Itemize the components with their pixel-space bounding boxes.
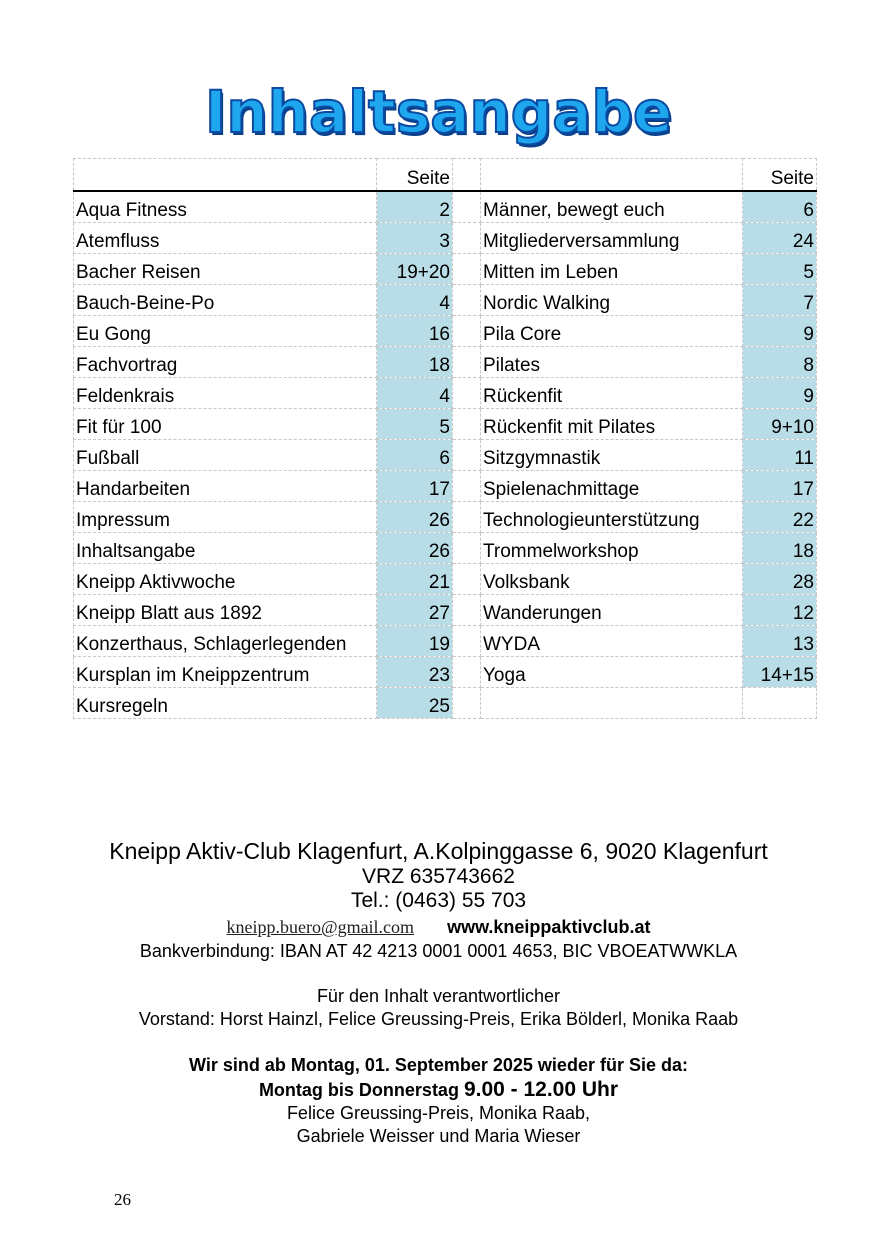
toc-row [74, 533, 817, 564]
staff-names-2: Gabriele Weisser und Maria Wieser [296, 1126, 581, 1146]
toc-gap [453, 626, 481, 657]
toc-entry-page: 5 [377, 409, 453, 440]
opening-hours [0, 1078, 877, 1102]
toc-gap [453, 285, 481, 316]
toc-body [74, 159, 817, 719]
toc-entry-name: Pila Core [481, 316, 743, 347]
toc-entry-page: 18 [743, 533, 817, 564]
toc-entry-page: 11 [743, 440, 817, 471]
toc-gap [453, 316, 481, 347]
toc-entry-name: Volksbank [481, 564, 743, 595]
toc-entry-name: Impressum [74, 502, 377, 533]
toc-entry-name: Inhaltsangabe [74, 533, 377, 564]
toc-entry-name: Wanderungen [481, 595, 743, 626]
toc-entry-page: 4 [377, 285, 453, 316]
toc-entry-name: Kursplan im Kneippzentrum [74, 657, 377, 688]
toc-gap [453, 254, 481, 285]
toc-empty-cell [481, 688, 743, 719]
vrz-number: VRZ 635743662 [362, 865, 515, 888]
page-number: 26 [114, 1190, 131, 1209]
toc-gap [453, 223, 481, 254]
toc-row [74, 502, 817, 533]
toc-entry-name: Technologieunterstützung [481, 502, 743, 533]
toc-entry-page: 8 [743, 347, 817, 378]
phone-number: Tel.: (0463) 55 703 [350, 889, 527, 912]
toc-row [74, 626, 817, 657]
toc-entry-page: 19 [377, 626, 453, 657]
toc-gap [453, 657, 481, 688]
toc-row [74, 564, 817, 595]
table-of-contents [73, 158, 817, 719]
toc-entry-page: 17 [377, 471, 453, 502]
toc-entry-name: Mitten im Leben [481, 254, 743, 285]
toc-entry-page: 24 [743, 223, 817, 254]
opening-notice: Wir sind ab Montag, 01. September 2025 wieder für Sie da: [189, 1055, 688, 1075]
toc-entry-name: Spielenachmittage [481, 471, 743, 502]
toc-entry-name: Fachvortrag [74, 347, 377, 378]
toc-empty-cell [743, 688, 817, 719]
toc-entry-page: 14+15 [743, 657, 817, 688]
toc-gap [453, 409, 481, 440]
toc-header-left-page: Seite [377, 159, 453, 192]
toc-row [74, 223, 817, 254]
responsible-heading: Für den Inhalt verantwortlicher [316, 986, 561, 1006]
toc-entry-name: Bauch-Beine-Po [74, 285, 377, 316]
toc-row [74, 409, 817, 440]
toc-row [74, 191, 817, 223]
toc-entry-page: 9 [743, 316, 817, 347]
toc-entry-name: Feldenkrais [74, 378, 377, 409]
toc-header-right-page: Seite [743, 159, 817, 192]
toc-entry-name: Kneipp Blatt aus 1892 [74, 595, 377, 626]
website-link[interactable]: www.kneippaktivclub.at [447, 917, 651, 937]
toc-entry-name: Bacher Reisen [74, 254, 377, 285]
toc-entry-page: 19+20 [377, 254, 453, 285]
toc-gap [453, 533, 481, 564]
toc-gap [453, 688, 481, 719]
toc-entry-name: Mitgliederversammlung [481, 223, 743, 254]
toc-gap [453, 191, 481, 223]
toc-entry-name: Konzerthaus, Schlagerlegenden [74, 626, 377, 657]
toc-gap [453, 378, 481, 409]
page-title: Inhaltsangabe [204, 78, 673, 146]
toc-row [74, 285, 817, 316]
toc-entry-name: Rückenfit mit Pilates [481, 409, 743, 440]
bank-details: Bankverbindung: IBAN AT 42 4213 0001 0001 4653, BIC VBOEATWWKLA [139, 941, 738, 961]
opening-time: 9.00 - 12.00 Uhr [463, 1078, 619, 1101]
toc-entry-page: 5 [743, 254, 817, 285]
toc-gap [453, 502, 481, 533]
toc-entry-page: 7 [743, 285, 817, 316]
toc-row [74, 688, 817, 719]
club-address: Kneipp Aktiv-Club Klagenfurt, A.Kolpinggasse 6, 9020 Klagenfurt [109, 838, 768, 864]
toc-entry-page: 4 [377, 378, 453, 409]
board-members: Vorstand: Horst Hainzl, Felice Greussing-Preis, Erika Bölderl, Monika Raab [138, 1009, 739, 1029]
toc-row [74, 347, 817, 378]
toc-gap [453, 471, 481, 502]
toc-entry-page: 21 [377, 564, 453, 595]
toc-entry-page: 22 [743, 502, 817, 533]
toc-gap [453, 347, 481, 378]
toc-gap [453, 564, 481, 595]
toc-entry-page: 6 [743, 191, 817, 223]
toc-entry-name: Yoga [481, 657, 743, 688]
toc-row [74, 595, 817, 626]
toc-entry-name: Atemfluss [74, 223, 377, 254]
email-link[interactable]: kneipp.buero@gmail.com [226, 917, 415, 937]
toc-header-row [74, 159, 817, 192]
toc-entry-page: 9 [743, 378, 817, 409]
toc-entry-page: 27 [377, 595, 453, 626]
toc-header-gap [453, 159, 481, 192]
staff-names-1: Felice Greussing-Preis, Monika Raab, [286, 1103, 591, 1123]
toc-row [74, 378, 817, 409]
toc-entry-name: Pilates [481, 347, 743, 378]
toc-entry-page: 23 [377, 657, 453, 688]
opening-days: Montag bis Donnerstag [258, 1080, 464, 1100]
toc-row [74, 254, 817, 285]
toc-entry-page: 18 [377, 347, 453, 378]
toc-entry-name: Fußball [74, 440, 377, 471]
toc-entry-name: Nordic Walking [481, 285, 743, 316]
toc-row [74, 471, 817, 502]
toc-entry-page: 16 [377, 316, 453, 347]
toc-entry-page: 2 [377, 191, 453, 223]
toc-entry-page: 12 [743, 595, 817, 626]
toc-entry-page: 28 [743, 564, 817, 595]
toc-entry-name: WYDA [481, 626, 743, 657]
toc-entry-page: 26 [377, 502, 453, 533]
toc-row [74, 657, 817, 688]
toc-entry-name: Trommelworkshop [481, 533, 743, 564]
toc-entry-page: 17 [743, 471, 817, 502]
toc-entry-name: Aqua Fitness [74, 191, 377, 223]
toc-entry-name: Rückenfit [481, 378, 743, 409]
toc-entry-page: 6 [377, 440, 453, 471]
toc-entry-name: Kursregeln [74, 688, 377, 719]
toc-gap [453, 440, 481, 471]
toc-entry-name: Kneipp Aktivwoche [74, 564, 377, 595]
toc-entry-name: Männer, bewegt euch [481, 191, 743, 223]
toc-header-left-name [74, 159, 377, 192]
toc-entry-page: 3 [377, 223, 453, 254]
toc-entry-name: Fit für 100 [74, 409, 377, 440]
toc-entry-page: 13 [743, 626, 817, 657]
toc-entry-name: Sitzgymnastik [481, 440, 743, 471]
toc-entry-name: Eu Gong [74, 316, 377, 347]
toc-entry-page: 25 [377, 688, 453, 719]
toc-row [74, 440, 817, 471]
toc-entry-page: 9+10 [743, 409, 817, 440]
contact-line [0, 917, 877, 938]
toc-row [74, 316, 817, 347]
toc-gap [453, 595, 481, 626]
toc-header-right-name [481, 159, 743, 192]
toc-entry-page: 26 [377, 533, 453, 564]
toc-entry-name: Handarbeiten [74, 471, 377, 502]
